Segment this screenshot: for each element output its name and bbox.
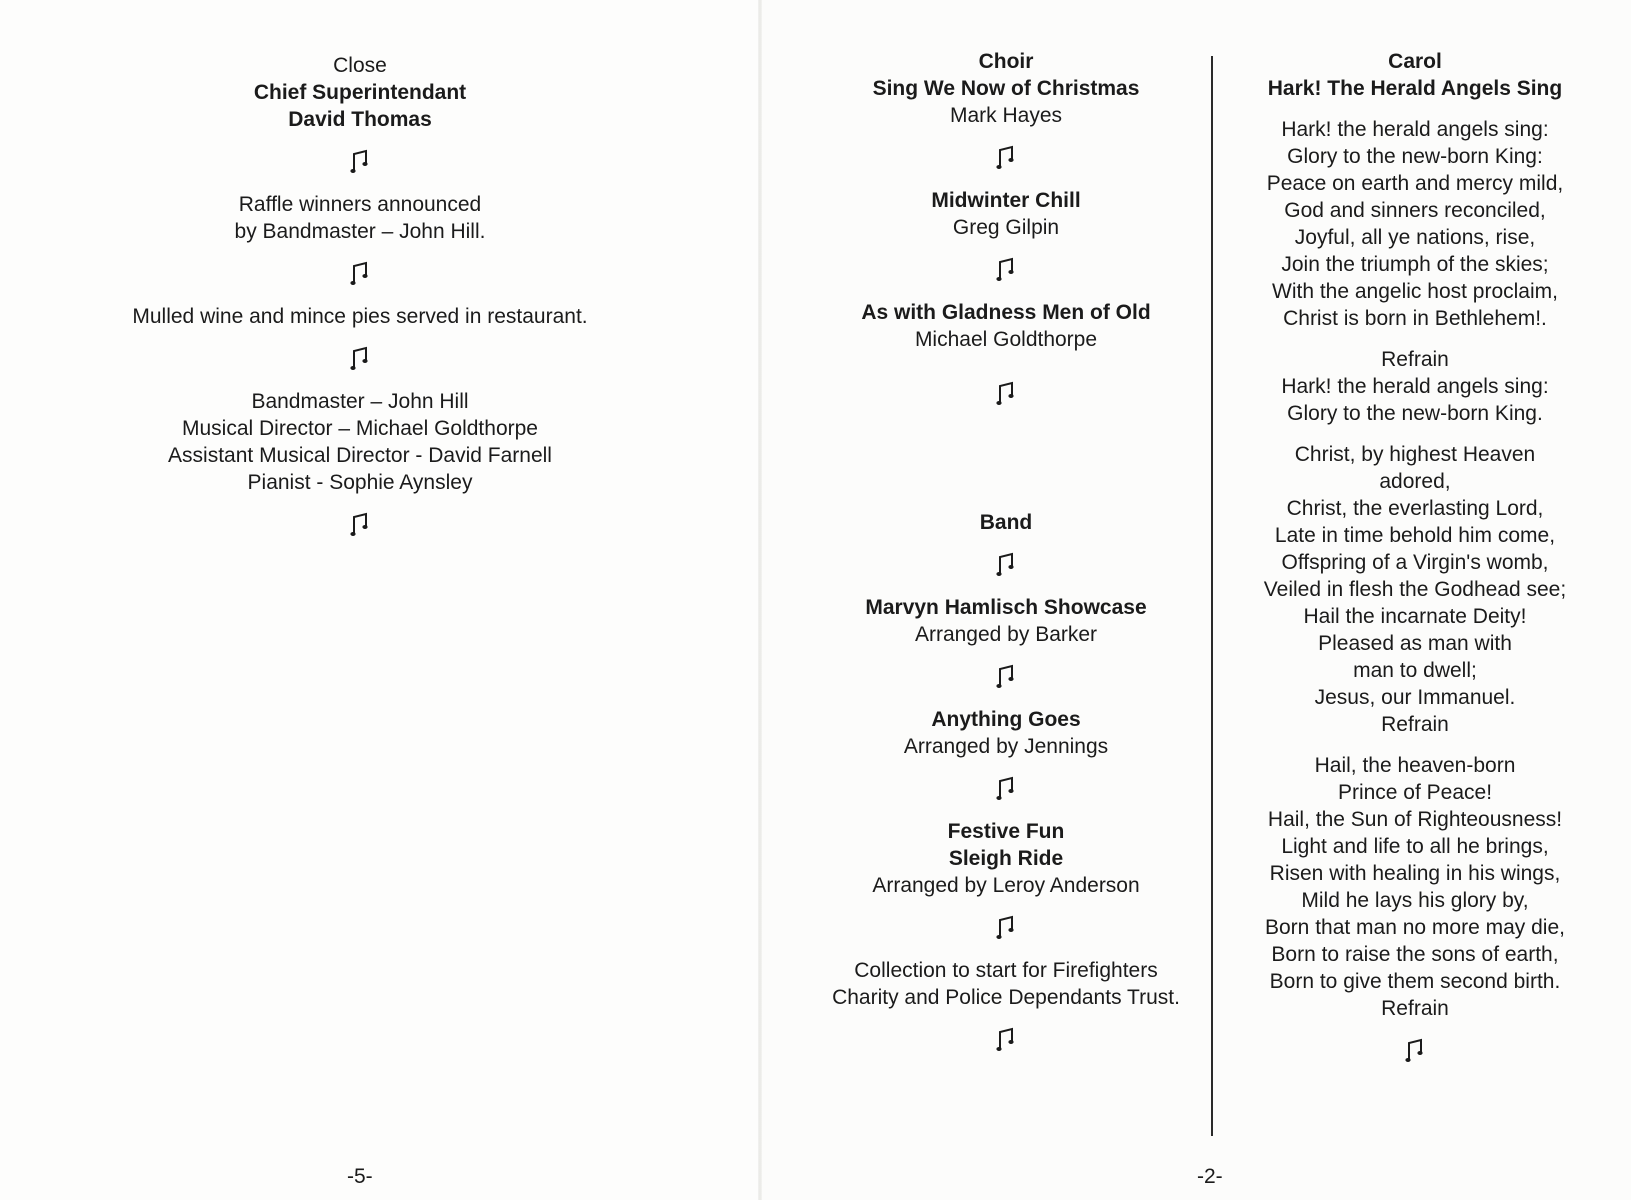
music-note-icon xyxy=(993,379,1019,409)
festive-subtitle: Sleigh Ride xyxy=(948,847,1064,870)
festive-title: Festive Fun xyxy=(947,820,1065,843)
programme-column xyxy=(805,48,1207,1055)
lyric-line: Join the triumph of the skies; xyxy=(1281,253,1549,276)
piece-credit: Mark Hayes xyxy=(949,104,1063,127)
mulled-wine-notice: Mulled wine and mince pies served in restaurant. xyxy=(132,305,588,328)
piece-title: Marvyn Hamlisch Showcase xyxy=(865,596,1147,619)
lyric-line: Hail the incarnate Deity! xyxy=(1303,605,1527,628)
raffle-line-2: by Bandmaster – John Hill. xyxy=(234,220,486,243)
lyric-line: Refrain xyxy=(1381,997,1449,1020)
music-note-icon xyxy=(993,255,1019,285)
carol-title: Hark! The Herald Angels Sing xyxy=(1267,77,1563,100)
carol-verse-3 xyxy=(1220,752,1610,1022)
lyric-line: Christ is born in Bethlehem!. xyxy=(1283,307,1547,330)
credit-line: Bandmaster – John Hill xyxy=(251,390,469,413)
piece-title: Anything Goes xyxy=(931,708,1081,731)
lyric-line: Refrain xyxy=(1381,713,1449,736)
festive-credit: Arranged by Leroy Anderson xyxy=(872,874,1140,897)
music-note-icon xyxy=(993,1025,1019,1055)
lyric-line: With the angelic host proclaim, xyxy=(1272,280,1558,303)
band-heading: Band xyxy=(979,511,1033,534)
choir-heading: Choir xyxy=(978,50,1034,73)
lyric-line: Light and life to all he brings, xyxy=(1281,835,1549,858)
carol-column xyxy=(1220,48,1610,1066)
piece-credit: Arranged by Barker xyxy=(914,623,1098,646)
lyric-line: adored, xyxy=(1379,470,1451,493)
close-label: Close xyxy=(333,54,387,77)
credit-line: Musical Director – Michael Goldthorpe xyxy=(182,417,538,440)
music-note-icon xyxy=(347,259,373,289)
lyric-line: Born to raise the sons of earth, xyxy=(1271,943,1559,966)
lyric-line: Prince of Peace! xyxy=(1337,781,1493,804)
page-number-right: -2- xyxy=(1197,1165,1223,1188)
lyric-line: Mild he lays his glory by, xyxy=(1301,889,1529,912)
collection-line-2: Charity and Police Dependants Trust. xyxy=(832,986,1180,1009)
lyric-line: Hail, the heaven-born xyxy=(1314,754,1516,777)
lyric-line: God and sinners reconciled, xyxy=(1284,199,1546,222)
piece-credit: Arranged by Jennings xyxy=(903,735,1109,758)
page-number-left: -5- xyxy=(347,1165,373,1188)
music-note-icon xyxy=(993,774,1019,804)
lyric-line: Risen with healing in his wings, xyxy=(1269,862,1561,885)
carol-verse-2 xyxy=(1220,441,1610,738)
left-page-content xyxy=(80,52,640,540)
lyric-line: Born to give them second birth. xyxy=(1269,970,1561,993)
music-note-icon xyxy=(347,510,373,540)
collection-line-1: Collection to start for Firefighters xyxy=(854,959,1158,982)
lyric-line: Hark! the herald angels sing: xyxy=(1281,375,1549,398)
raffle-line-1: Raffle winners announced xyxy=(238,193,482,216)
chief-name: David Thomas xyxy=(288,108,432,131)
piece-title: As with Gladness Men of Old xyxy=(861,301,1151,324)
music-note-icon xyxy=(347,147,373,177)
lyric-line: Offspring of a Virgin's womb, xyxy=(1281,551,1549,574)
credit-line: Pianist - Sophie Aynsley xyxy=(247,471,473,494)
carol-verse-1 xyxy=(1220,116,1610,332)
lyric-line: Veiled in flesh the Godhead see; xyxy=(1263,578,1567,601)
lyric-line: Jesus, our Immanuel. xyxy=(1314,686,1516,709)
lyric-line: Christ, by highest Heaven xyxy=(1294,443,1536,466)
piece-title: Midwinter Chill xyxy=(931,189,1081,212)
piece-credit: Michael Goldthorpe xyxy=(914,328,1098,351)
music-note-icon xyxy=(347,344,373,374)
lyric-line: Late in time behold him come, xyxy=(1274,524,1556,547)
piece-credit: Greg Gilpin xyxy=(952,216,1060,239)
lyric-line: Peace on earth and mercy mild, xyxy=(1266,172,1564,195)
lyric-line: Hail, the Sun of Righteousness! xyxy=(1267,808,1563,831)
lyric-line: Glory to the new-born King. xyxy=(1287,402,1543,425)
music-note-icon xyxy=(993,662,1019,692)
music-note-icon xyxy=(1402,1036,1428,1066)
lyric-line: Christ, the everlasting Lord, xyxy=(1286,497,1544,520)
piece-title: Sing We Now of Christmas xyxy=(872,77,1140,100)
lyric-line: Refrain xyxy=(1381,348,1449,371)
page-fold xyxy=(758,0,762,1200)
music-note-icon xyxy=(993,913,1019,943)
credit-line: Assistant Musical Director - David Farnell xyxy=(168,444,552,467)
lyric-line: Glory to the new-born King: xyxy=(1287,145,1543,168)
column-divider xyxy=(1211,56,1213,1136)
carol-heading: Carol xyxy=(1388,50,1442,73)
carol-refrain xyxy=(1220,346,1610,427)
lyric-line: Pleased as man with xyxy=(1318,632,1512,655)
lyric-line: man to dwell; xyxy=(1353,659,1477,682)
lyric-line: Born that man no more may die, xyxy=(1265,916,1565,939)
lyric-line: Joyful, all ye nations, rise, xyxy=(1294,226,1536,249)
chief-title: Chief Superintendant xyxy=(253,81,467,104)
lyric-line: Hark! the herald angels sing: xyxy=(1281,118,1549,141)
music-note-icon xyxy=(993,143,1019,173)
music-note-icon xyxy=(993,550,1019,580)
